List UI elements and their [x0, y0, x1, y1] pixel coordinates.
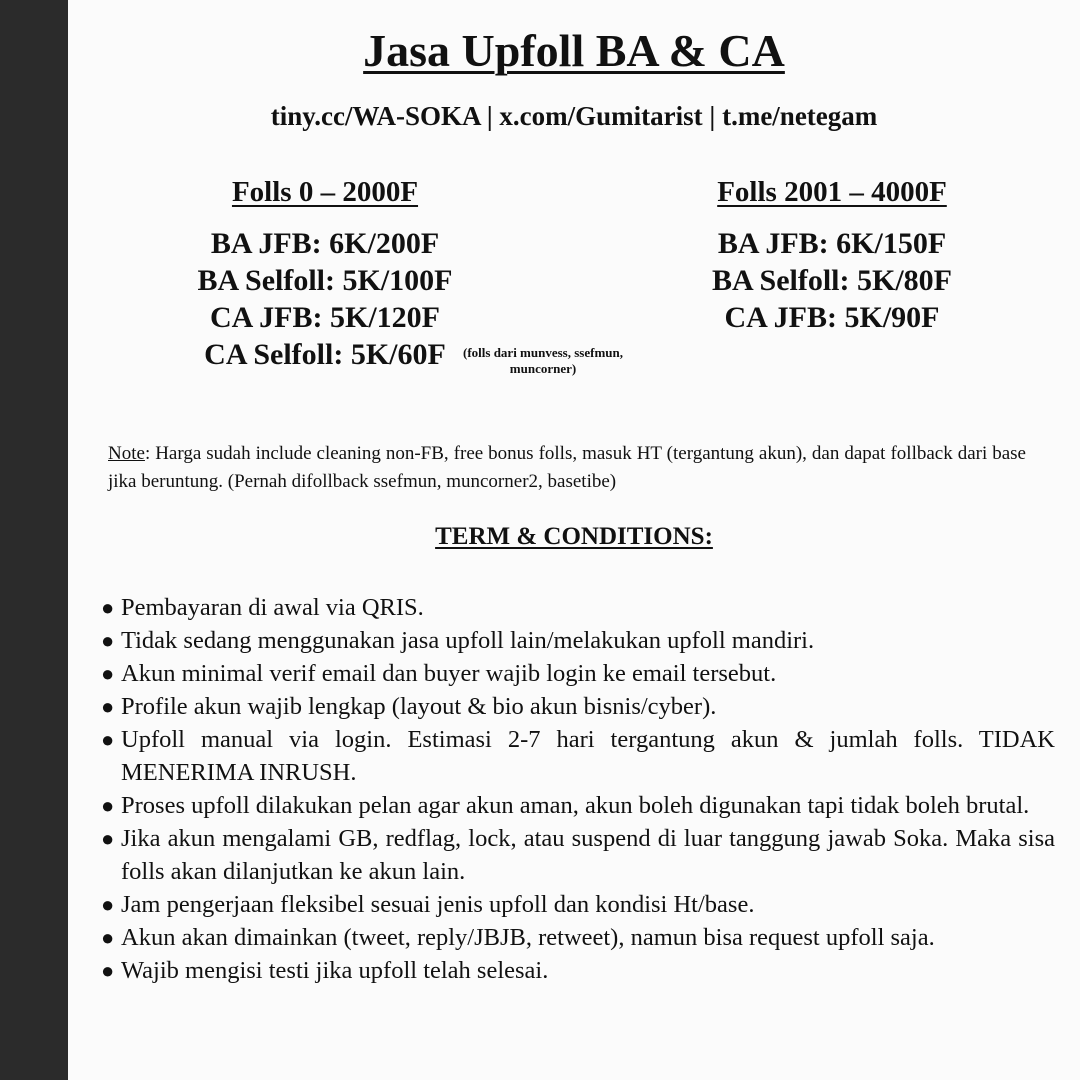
- bullet-icon: ●: [101, 628, 115, 653]
- page-title: Jasa Upfoll BA & CA: [363, 25, 785, 76]
- bullet-icon: ●: [101, 793, 115, 818]
- price-ba-jfb: BA JFB: 6K/150F: [717, 227, 947, 260]
- term-item: [101, 822, 1055, 888]
- bullet-icon: ●: [101, 826, 115, 851]
- term-item: [101, 921, 1055, 954]
- price-ba-selfoll: BA Selfoll: 5K/80F: [712, 264, 952, 297]
- term-text: Jika akun mengalami GB, redflag, lock, atau suspend di luar tanggung jawab Soka. Maka sisa folls akan dilanjutkan ke akun lain.: [121, 825, 1055, 885]
- term-text: Akun akan dimainkan (tweet, reply/JBJB, retweet), namun bisa request upfoll saja.: [121, 924, 935, 951]
- term-item: [101, 954, 1055, 987]
- term-item: [101, 723, 1055, 789]
- term-text: Tidak sedang menggunakan jasa upfoll lain/melakukan upfoll mandiri.: [121, 627, 815, 654]
- bullet-icon: ●: [101, 694, 115, 719]
- bullet-icon: ●: [101, 892, 115, 917]
- note-paragraph: [108, 440, 1026, 496]
- price-ca-jfb: CA JFB: 5K/90F: [724, 301, 940, 334]
- tier-heading: Folls 0 – 2000F: [231, 176, 419, 208]
- term-text: Akun minimal verif email dan buyer wajib login ke email tersebut.: [121, 660, 777, 687]
- terms-heading: TERM & CONDITIONS:: [435, 523, 713, 550]
- tier-heading: Folls 2001 – 4000F: [717, 176, 947, 208]
- bullet-icon: ●: [101, 595, 115, 620]
- price-ba-jfb: BA JFB: 6K/200F: [210, 227, 440, 260]
- term-item: [101, 591, 1055, 624]
- term-item: [101, 624, 1055, 657]
- term-item: [101, 657, 1055, 690]
- price-list-document: [68, 0, 1080, 1080]
- contact-links: tiny.cc/WA-SOKA | x.com/Gumitarist | t.me/netegam: [270, 101, 878, 131]
- price-ca-jfb: CA JFB: 5K/120F: [210, 301, 440, 334]
- price-ba-selfoll: BA Selfoll: 5K/100F: [197, 264, 453, 297]
- term-text: Wajib mengisi testi jika upfoll telah selesai.: [121, 957, 549, 984]
- term-text: Upfoll manual via login. Estimasi 2-7 hari tergantung akun & jumlah folls. TIDAK MENERIMA INRUSH.: [121, 726, 1055, 786]
- term-text: Proses upfoll dilakukan pelan agar akun aman, akun boleh digunakan tapi tidak boleh brutal.: [121, 792, 1030, 819]
- price-ca-selfoll: CA Selfoll: 5K/60F: [204, 338, 446, 371]
- bullet-icon: ●: [101, 727, 115, 752]
- term-text: Jam pengerjaan fleksibel sesuai jenis upfoll dan kondisi Ht/base.: [121, 891, 755, 918]
- note-text: : Harga sudah include cleaning non-FB, free bonus folls, masuk HT (tergantung akun), dan dapat follback dari base jika beruntung. (Pernah difollback ssefmun, muncorner2, basetibe): [108, 443, 1026, 492]
- term-text: Pembayaran di awal via QRIS.: [121, 594, 424, 621]
- term-item: [101, 690, 1055, 723]
- term-item: [101, 789, 1055, 822]
- note-label: Note: [108, 443, 145, 464]
- tier-column-0-2000: [165, 176, 485, 373]
- bullet-icon: ●: [101, 661, 115, 686]
- term-text: Profile akun wajib lengkap (layout & bio akun bisnis/cyber).: [121, 693, 717, 720]
- term-item: [101, 888, 1055, 921]
- bullet-icon: ●: [101, 925, 115, 950]
- tier-column-2001-4000: [632, 176, 1032, 336]
- bullet-icon: ●: [101, 958, 115, 983]
- selfoll-source-note: (folls dari munvess, ssefmun, muncorner): [463, 345, 623, 376]
- terms-list: [101, 591, 1055, 987]
